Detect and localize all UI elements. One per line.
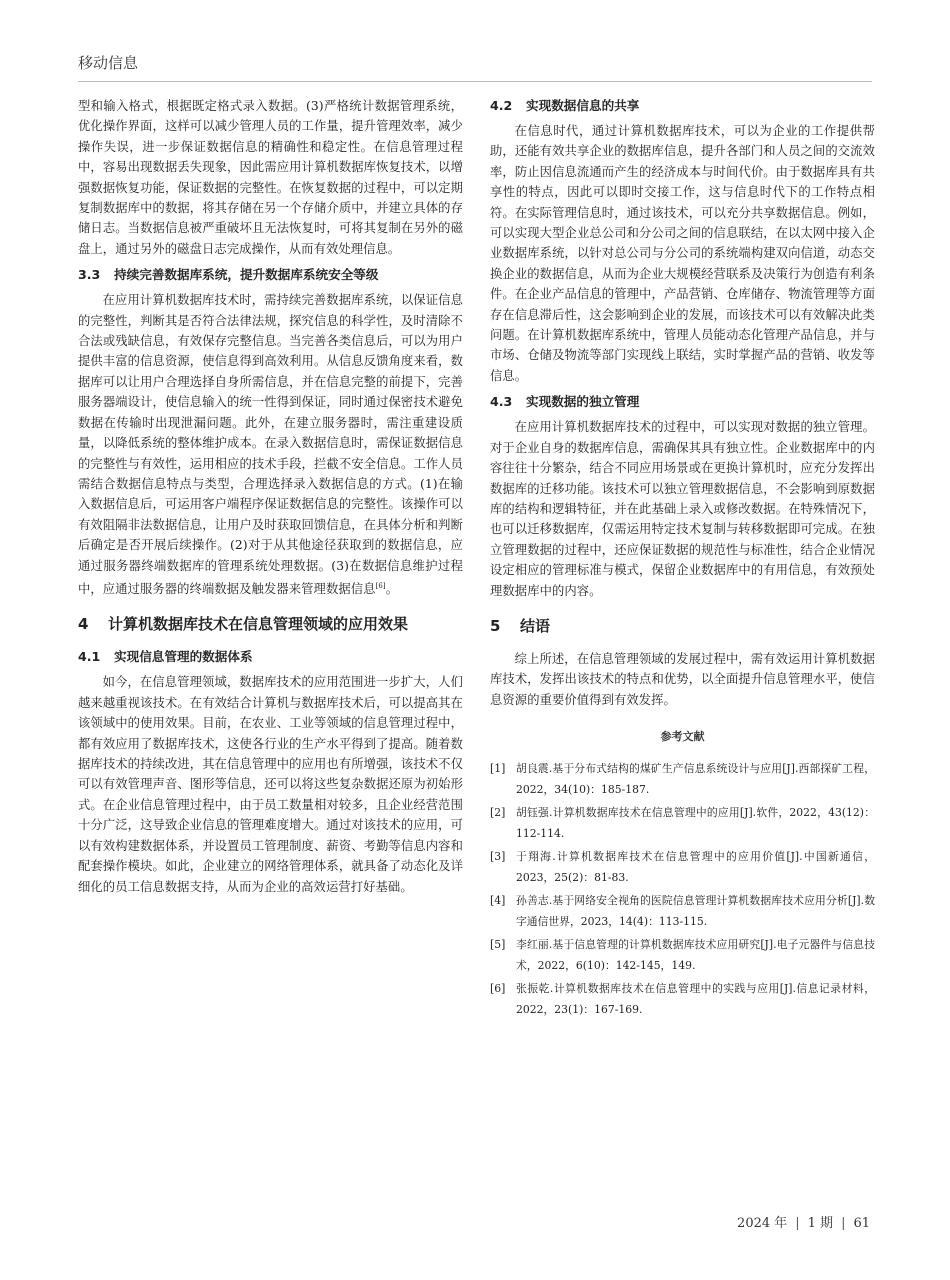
reference-text: 孙善志.基于网络安全视角的医院信息管理计算机数据库技术应用分析[J].数字通信世界，2023，14(4)：113-115. <box>516 894 875 929</box>
reference-text: 于翔海.计算机数据库技术在信息管理中的应用价值[J].中国新通信，2023，25(2)：81-83. <box>516 850 875 885</box>
footer-issue: 1 期 <box>807 1216 834 1231</box>
reference-item <box>490 978 875 1020</box>
paragraph-4-2: 在信息时代，通过计算机数据库技术，可以为企业的工作提供帮助，还能有效共享企业的数据库信息，提升各部门和人员之间的交流效率，防止因信息流通而产生的经济成本与时间代价。由于数据库具有共享性的特点，因此可以即时交接工作，这与信息时代下的工作特点相符。在实际管理信息时，通过该技术，可以充分共享数据信息。例如，可以实现大型企业总公司和分公司之间的信息联结，在以太网中接入企业数据库系统，以针对总公司与分公司的系统端构建双向信道，动态交换企业的数据信息，从而为企业大规模经营联系及决策行为创造有利条件。在企业产品信息的管理中，产品营销、仓库储存、物流管理等方面存在信息滞后性，这会影响到企业的发展，而该技术可以有效解决此类问题。在计算机数据库系统中，管理人员能动态化管理产品信息，并与市场、仓储及物流等部门实现线上联结，实时掌握产品的营销、收发等信息。 <box>490 124 875 383</box>
section-title: 实现信息管理的数据体系 <box>114 649 253 665</box>
reference-number: [6] <box>490 982 506 996</box>
reference-item <box>490 758 875 800</box>
reference-number: [3] <box>490 850 506 864</box>
section-4-3-heading <box>490 392 875 412</box>
section-number: 4 <box>78 615 89 634</box>
section-title: 实现数据信息的共享 <box>526 98 640 113</box>
reference-item <box>490 934 875 976</box>
section-title: 实现数据的独立管理 <box>526 394 640 410</box>
reference-number: [5] <box>490 938 506 952</box>
reference-number: [1] <box>490 762 506 776</box>
paragraph-4-1: 如今，在信息管理领域，数据库技术的应用范围进一步扩大，人们越来越重视该技术。在有效结合计算机与数据库技术后，可以提高其在该领域中的使用效果。目前，在农业、工业等领域的信息管理过程中，都有效应用了数据库技术，这使各行业的生产水平得到了提高。随着数据库技术的持续改进，其在信息管理中的应用也有所增强，该技术不仅可以有效管理声音、图形等信息，还可以将这些复杂数据还原为初始形式。在企业信息管理过程中，由于员工数量相对较多，且企业经营范围十分广泛，这导致企业信息的管理难度增大。通过对该技术的应用，可以有效构建数据体系，并设置员工管理制度、薪资、考勤等信息内容和配套操作模块。如此，企业建立的网络管理体系，就具备了动态化及详细化的员工信息数据支持，从而为企业的高效运营打好基础。 <box>78 675 463 894</box>
section-number: 3.3 <box>78 267 101 283</box>
section-title: 计算机数据库技术在信息管理领域的应用效果 <box>108 615 409 634</box>
footer-year: 2024 年 <box>737 1216 788 1231</box>
paragraph-text: 在应用计算机数据库技术时，需持续完善数据库系统，以保证信息的完整性，判断其是否符合法律法规，探究信息的科学性，及时清除不合法或残缺信息，有效保存完整信息。当完善各类信息后，可以为用户提供丰富的信息资源，使信息得到高效利用。从信息反馈角度来看，数据库可以让用户合理选择自身所需信息，并在信息完整的前提下，完善服务器端设计，使信息输入的统一性得到保证，同时通过保密技术避免数据在传输时出现泄漏问题。此外，在建立服务器时，需注重建设质量，以降低系统的整体维护成本。在录入数据信息时，需保证数据信息的完整性与有效性，运用相应的技术手段，拦截不安全信息。工作人员需结合数据信息特点与类型，合理选择录入数据信息的方式。(1)在输入数据信息后，可运用客户端程序保证数据信息的完整性。该操作可以有效阻隔非法数据信息，让用户及时获取回馈信息，在具体分析和判断后确定是否开展后续操作。(2)对于从其他途径获取到的数据信息，应通过服务器终端数据库的管理系统处理数据。(3)在数据信息维护过程中，应通过服务器的终端数据及触发器来管理数据信息 <box>78 293 463 597</box>
section-4-1-heading <box>78 647 463 667</box>
reference-text: 李红丽.基于信息管理的计算机数据库技术应用研究[J].电子元器件与信息技术，2022，6(10)：142-145，149. <box>516 938 875 973</box>
section-4-2-heading <box>490 96 875 116</box>
section-4-heading <box>78 611 463 637</box>
journal-name: 移动信息 <box>78 54 139 72</box>
paragraph-5: 综上所述，在信息管理领域的发展过程中，需有效运用计算机数据库技术，发挥出该技术的特点和优势，以全面提升信息管理水平，使信息资源的重要价值得到有效发挥。 <box>490 651 875 707</box>
section-title: 结语 <box>520 616 551 635</box>
right-column <box>490 96 875 1022</box>
section-3-3-heading <box>78 265 463 285</box>
reference-number: [4] <box>490 894 506 908</box>
reference-text: 胡良震.基于分布式结构的煤矿生产信息系统设计与应用[J].西部探矿工程，2022，34(10)：185-187. <box>516 762 875 797</box>
left-column <box>78 96 463 897</box>
section-title: 持续完善数据库系统，提升数据库系统安全等级 <box>114 267 379 283</box>
references-title: 参考文献 <box>660 730 705 744</box>
footer-separator: | <box>841 1216 846 1231</box>
header-rule <box>78 81 872 82</box>
citation: [6] <box>375 581 386 590</box>
footer-separator: | <box>795 1216 800 1231</box>
reference-text: 张振乾.计算机数据库技术在信息管理中的实践与应用[J].信息记录材料，2022，23(1)：167-169. <box>516 982 875 1017</box>
page-footer <box>737 1212 870 1231</box>
paragraph-3-3 <box>78 290 463 599</box>
paragraph-4-3: 在应用计算机数据库技术的过程中，可以实现对数据的独立管理。对于企业自身的数据库信息，需确保其具有独立性。企业数据库中的内容往往十分繁杂，结合不同应用场景或在更换计算机时，应充分发挥出数据库的迁移功能。该技术可以独立管理数据信息，不会影响到原数据库的结构和逻辑特征，并在此基础上录入或修改数据。在特殊情况下，也可以迁移数据库，仅需运用特定技术复制与转移数据即可完成。在独立管理数据的过程中，还应保证数据的规范性与标准性，结合企业情况设定相应的管理标准与模式，保留企业数据库中的有用信息，有效预处理数据库中的内容。 <box>490 420 875 598</box>
references-list <box>490 758 875 1020</box>
section-number: 5 <box>490 616 501 635</box>
reference-item <box>490 890 875 932</box>
reference-number: [2] <box>490 806 506 820</box>
paragraph-end: 。 <box>385 582 399 597</box>
section-number: 4.1 <box>78 649 101 665</box>
section-number: 4.3 <box>490 394 513 410</box>
section-5-heading <box>490 613 875 639</box>
paragraph-continued: 型和输入格式，根据既定格式录入数据。(3)严格统计数据管理系统，优化操作界面，这样可以减少管理人员的工作量，提升管理效率，减少操作失误，进一步保证数据信息的精确性和稳定性。在信息管理过程中，容易出现数据丢失现象，因此需应用计算机数据库恢复技术，以增强数据恢复功能，保证数据的完整性。在恢复数据的过程中，可以定期复制数据库中的数据，将其存储在另一个存储介质中，并建立具体的存储日志。当数据信息被严重破坏且无法恢复时，可将其复制在另外的磁盘上，通过另外的磁盘日志完成操作，从而有效处理信息。 <box>78 99 463 256</box>
reference-item <box>490 802 875 844</box>
section-number: 4.2 <box>490 98 513 113</box>
page-number: 61 <box>853 1216 870 1231</box>
reference-text: 胡钰强.计算机数据库技术在信息管理中的应用[J].软件，2022，43(12)：112-114. <box>516 806 875 841</box>
reference-item <box>490 846 875 888</box>
